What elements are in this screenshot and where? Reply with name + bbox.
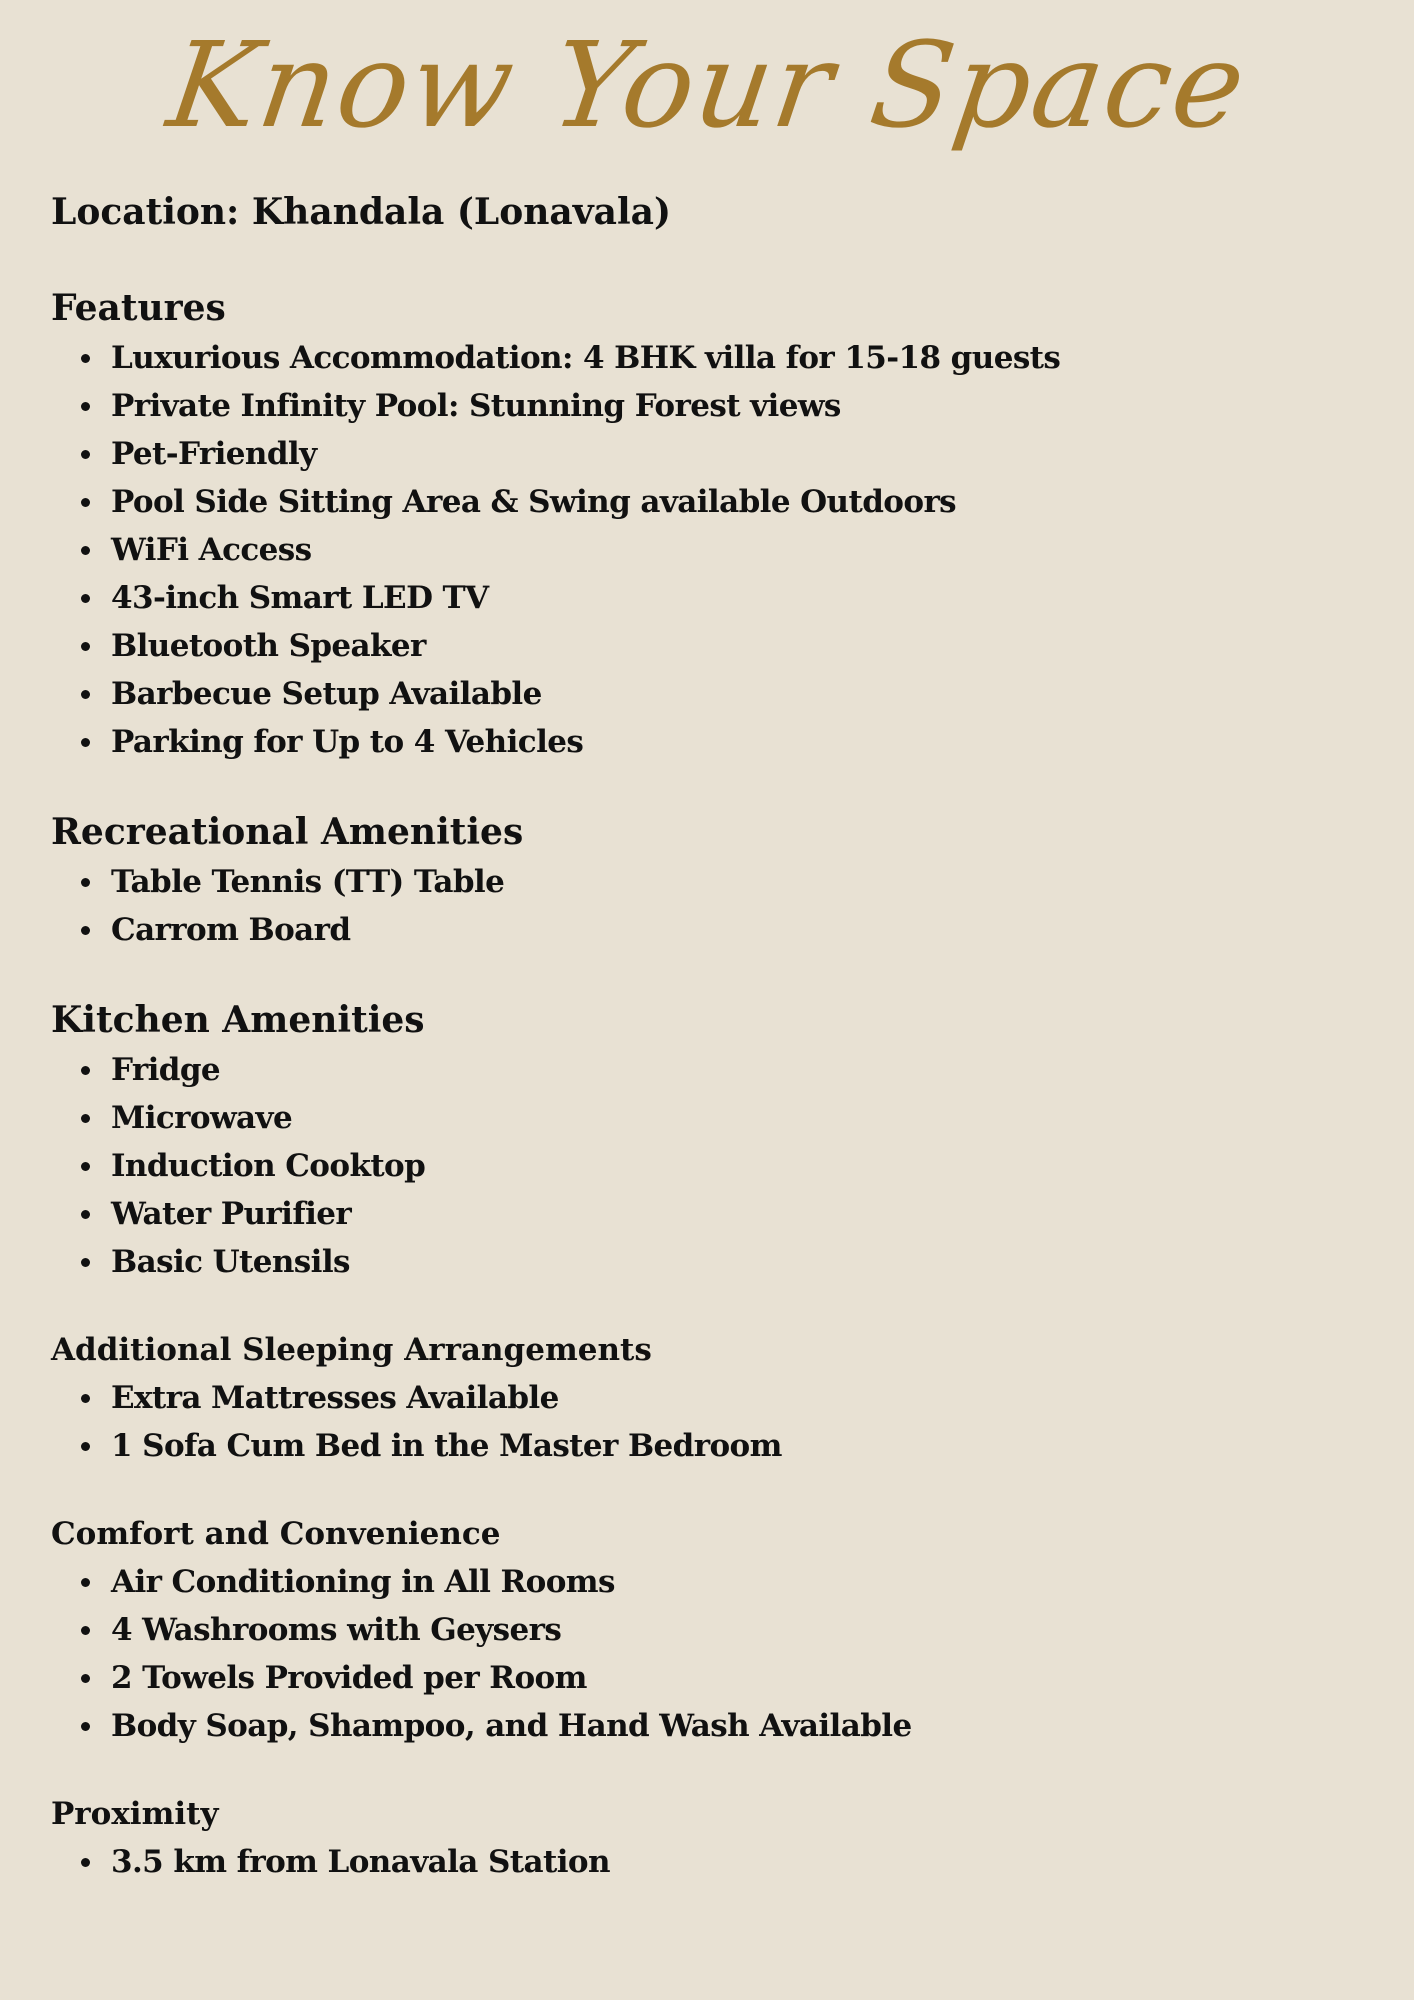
bullet-icon <box>81 402 90 411</box>
bullet-icon <box>81 594 90 603</box>
bullet-icon <box>81 878 90 887</box>
bullet-icon <box>81 690 90 699</box>
section-title: Features <box>51 287 226 329</box>
section-title: Proximity <box>51 1796 219 1832</box>
section-title: Recreational Amenities <box>51 811 524 853</box>
bullet-icon <box>81 1394 90 1403</box>
list-item-text: Private Infinity Pool: Stunning Forest views <box>111 388 841 424</box>
list-item <box>111 1654 1371 1702</box>
list-item <box>111 1558 1371 1606</box>
list-item <box>111 382 1371 430</box>
list-item-text: Pool Side Sitting Area & Swing available Outdoors <box>111 484 957 520</box>
list-item-text: 3.5 km from Lonavala Station <box>111 1844 610 1880</box>
list-item-text: Barbecue Setup Available <box>111 676 542 712</box>
list-item-text: Microwave <box>111 1100 293 1136</box>
list-item-text: Table Tennis (TT) Table <box>111 864 505 900</box>
section-recreational-amenities <box>51 806 1371 954</box>
section-features <box>51 282 1371 766</box>
list-item-text: Body Soap, Shampoo, and Hand Wash Available <box>111 1708 912 1744</box>
bullet-icon <box>81 1258 90 1267</box>
bullet-icon <box>81 1442 90 1451</box>
list-item-text: Air Conditioning in All Rooms <box>111 1564 615 1600</box>
location-heading: Location: Khandala (Lonavala) <box>51 191 672 233</box>
list-item <box>111 1238 1371 1286</box>
item-list <box>51 1374 1371 1470</box>
bullet-icon <box>81 1858 90 1867</box>
list-item <box>111 478 1371 526</box>
section-proximity <box>51 1790 1371 1886</box>
bullet-icon <box>81 738 90 747</box>
section-title: Additional Sleeping Arrangements <box>51 1332 652 1368</box>
list-item <box>111 1374 1371 1422</box>
item-list <box>51 858 1371 954</box>
page-title: Know Your Space <box>160 16 1255 154</box>
bullet-icon <box>81 498 90 507</box>
bullet-icon <box>81 450 90 459</box>
list-item <box>111 574 1371 622</box>
list-item-text: WiFi Access <box>111 532 312 568</box>
list-item <box>111 430 1371 478</box>
list-item-text: Extra Mattresses Available <box>111 1380 559 1416</box>
bullet-icon <box>81 1626 90 1635</box>
list-item <box>111 1094 1371 1142</box>
list-item-text: Basic Utensils <box>111 1244 350 1280</box>
list-item <box>111 670 1371 718</box>
list-item-text: Water Purifier <box>111 1196 352 1232</box>
item-list <box>51 334 1371 766</box>
list-item-text: Luxurious Accommodation: 4 BHK villa for 15-18 guests <box>111 340 1061 376</box>
section-kitchen-amenities <box>51 994 1371 1286</box>
list-item-text: Pet-Friendly <box>111 436 317 472</box>
list-item <box>111 858 1371 906</box>
content <box>51 182 1371 1886</box>
section-title: Kitchen Amenities <box>51 999 425 1041</box>
list-item <box>111 1142 1371 1190</box>
list-item <box>111 1702 1371 1750</box>
list-item-text: 43-inch Smart LED TV <box>111 580 489 616</box>
bullet-icon <box>81 642 90 651</box>
bullet-icon <box>81 546 90 555</box>
section-title: Comfort and Convenience <box>51 1516 501 1552</box>
item-list <box>51 1558 1371 1750</box>
bullet-icon <box>81 1674 90 1683</box>
list-item <box>111 1838 1371 1886</box>
list-item-text: Carrom Board <box>111 912 351 948</box>
bullet-icon <box>81 1722 90 1731</box>
item-list <box>51 1046 1371 1286</box>
list-item <box>111 1606 1371 1654</box>
list-item-text: 4 Washrooms with Geysers <box>111 1612 562 1648</box>
list-item <box>111 526 1371 574</box>
bullet-icon <box>81 1578 90 1587</box>
list-item <box>111 906 1371 954</box>
list-item-text: 1 Sofa Cum Bed in the Master Bedroom <box>111 1428 782 1464</box>
list-item-text: Parking for Up to 4 Vehicles <box>111 724 584 760</box>
bullet-icon <box>81 354 90 363</box>
list-item <box>111 334 1371 382</box>
bullet-icon <box>81 1210 90 1219</box>
list-item <box>111 718 1371 766</box>
list-item <box>111 622 1371 670</box>
list-item-text: Induction Cooktop <box>111 1148 426 1184</box>
bullet-icon <box>81 1114 90 1123</box>
bullet-icon <box>81 1066 90 1075</box>
section-comfort-convenience <box>51 1510 1371 1750</box>
section-additional-sleeping <box>51 1326 1371 1470</box>
bullet-icon <box>81 926 90 935</box>
list-item-text: Fridge <box>111 1052 221 1088</box>
list-item <box>111 1046 1371 1094</box>
list-item <box>111 1422 1371 1470</box>
bullet-icon <box>81 1162 90 1171</box>
item-list <box>51 1838 1371 1886</box>
list-item <box>111 1190 1371 1238</box>
list-item-text: Bluetooth Speaker <box>111 628 426 664</box>
list-item-text: 2 Towels Provided per Room <box>111 1660 587 1696</box>
